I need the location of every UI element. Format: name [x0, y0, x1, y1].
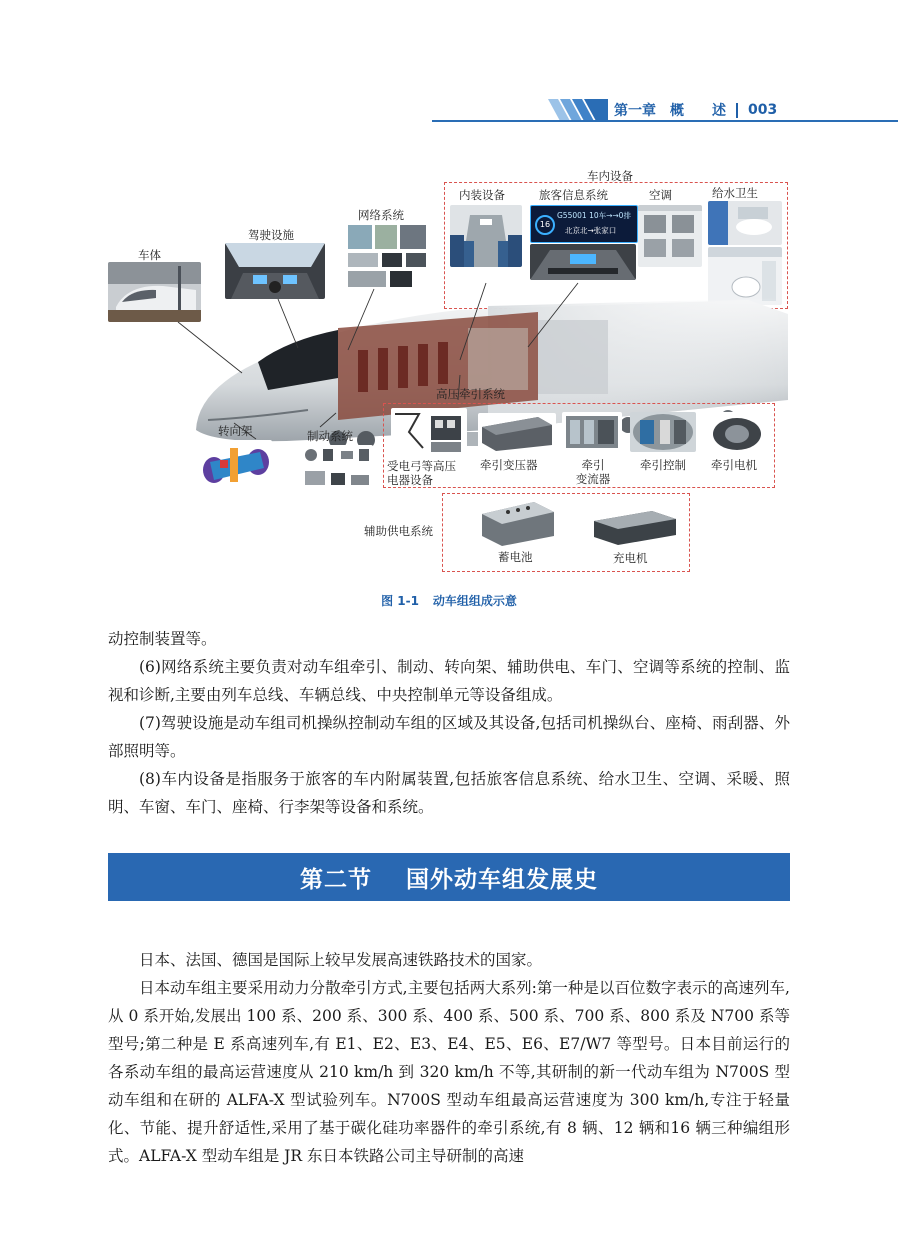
pantograph-photo [391, 408, 467, 456]
label-bogie: 转向架 [218, 424, 253, 438]
header-stripes-decoration [548, 99, 608, 121]
figure-emu-composition [108, 165, 790, 575]
passenger-info-cabin-photo [530, 244, 636, 280]
speed-indicator: 16 [535, 215, 555, 235]
label-pantograph-2: 电器设备 [387, 473, 433, 487]
page-number: 003 [748, 102, 778, 118]
label-hv-traction: 高压牵引系统 [436, 387, 505, 401]
label-traction-transformer: 牵引变压器 [480, 458, 538, 472]
chapter-title: 第一章 概 述 [614, 103, 726, 119]
interior-photo [450, 205, 522, 267]
figure-caption-number: 图 1-1 [381, 594, 419, 608]
traction-converter-photo [562, 412, 622, 452]
section-number: 第二节 [300, 866, 372, 893]
passenger-info-screen [530, 205, 638, 243]
battery-photo [478, 498, 558, 548]
paragraph-in-car-equipment: (8)车内设备是指服务于旅客的车内附属装置,包括旅客信息系统、给水卫生、空调、采暖、照明、车窗、车门、座椅、行李架等设备和系统。 [108, 770, 790, 816]
paragraph-japan-emu: 日本动车组主要采用动力分散牵引方式,主要包括两大系列:第一种是以百位数字表示的高速列车,从 0 系开始,发展出 100 系、200 系、300 系、400 系、500 系、700 系、800 系及 N700 系等型号;第二种是 E 系高速列车,有 E1、E2、E3、E4、E5、E6、E7/W7 等型号。日本目前运行的各系动车组的最高运营速度从 210 km/h 到 320 km/h 不等,其研制的新一代动车组为 N700S 型动车组和在研的 ALFA-X 型试验列车。N700S 型动车组最高运营速度为 300 km/h,专注于轻量化、节能、提升舒适性,采用了基于碳化硅功率器件的牵引系统,有 8 辆、12 辆和16 辆三种编组形式。ALFA-X 型动车组是 JR 东日本铁路公司主导研制的高速 [108, 979, 790, 1165]
label-traction-converter-1: 牵引 [581, 458, 605, 472]
section-title: 国外动车组发展史 [406, 866, 598, 893]
paragraph-continued: 动控制装置等。 [108, 630, 217, 648]
charger-photo [588, 505, 680, 549]
header-separator [736, 103, 738, 118]
paragraph-intro-countries: 日本、法国、德国是国际上较早发展高速铁路技术的国家。 [139, 951, 543, 969]
figure-caption-text: 动车组组成示意 [432, 594, 517, 608]
label-aux-power: 辅助供电系统 [364, 524, 433, 538]
traction-motor-photo [705, 412, 769, 452]
train-number-text: G55001 10车→→0排 [557, 211, 631, 220]
route-text: 北京北→张家口 [565, 226, 617, 235]
paragraph-network-system: (6)网络系统主要负责对动车组牵引、制动、转向架、辅助供电、车门、空调等系统的控制、监视和诊断,主要由列车总线、车辆总线、中央控制单元等设备组成。 [108, 658, 790, 704]
brake-system-photo [301, 445, 373, 489]
air-conditioning-photo [638, 205, 702, 267]
label-charger: 充电机 [613, 551, 648, 565]
figure-caption [0, 592, 898, 609]
label-interior: 内装设备 [459, 188, 505, 202]
label-water-sanitation: 给水卫生 [712, 186, 758, 200]
label-battery: 蓄电池 [498, 550, 533, 564]
label-in-car-equipment: 车内设备 [587, 169, 633, 183]
label-brake-system: 制动系统 [307, 429, 353, 443]
header-rule [432, 120, 898, 122]
label-network-system: 网络系统 [358, 208, 404, 222]
water-sanitation-photo-1 [708, 201, 782, 245]
label-car-body: 车体 [138, 248, 161, 262]
label-driving-facility: 驾驶设施 [248, 228, 294, 242]
label-traction-converter-2: 变流器 [575, 472, 611, 486]
label-traction-control: 牵引控制 [640, 458, 686, 472]
bogie-illustration [200, 440, 272, 490]
label-pantograph-1: 受电弓等高压 [387, 459, 456, 473]
label-passenger-info: 旅客信息系统 [539, 188, 608, 202]
paragraph-driving-facility: (7)驾驶设施是动车组司机操纵控制动车组的区域及其设备,包括司机操纵台、座椅、雨刮器、外部照明等。 [108, 714, 790, 760]
running-header [614, 100, 777, 120]
traction-transformer-photo [478, 413, 556, 453]
label-traction-motor: 牵引电机 [711, 458, 757, 472]
traction-control-photo [630, 412, 696, 452]
section-heading [108, 853, 790, 901]
label-air-conditioning: 空调 [649, 188, 672, 202]
